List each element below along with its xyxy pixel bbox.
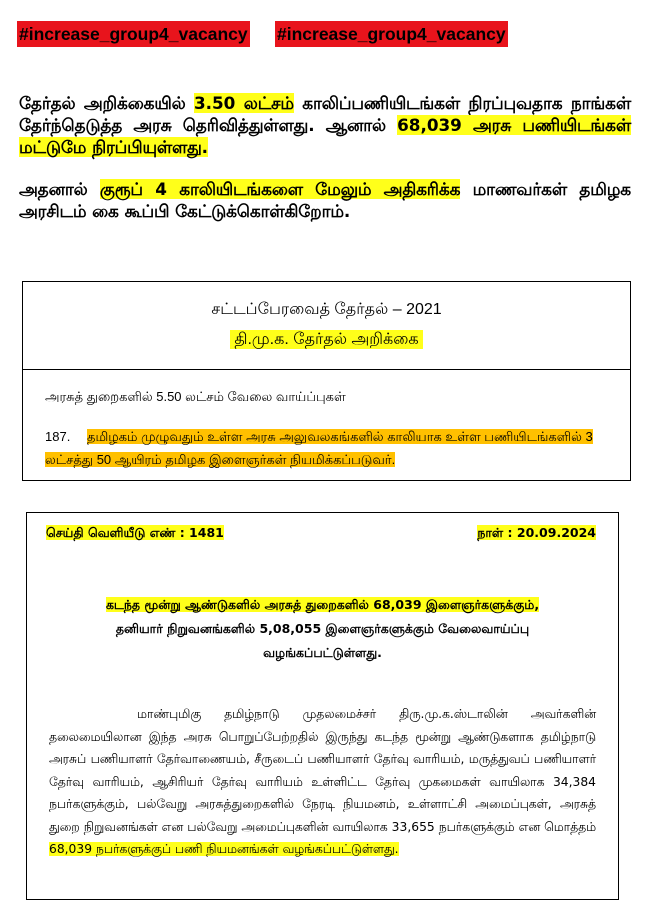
intro-text: மாணவர்கள் தமிழக அரசிடம் கை கூப்பி கேட்டுக்கொள்கிறோம். bbox=[19, 179, 631, 221]
press-release-box bbox=[26, 512, 619, 900]
manifesto-title: சட்டப்பேரவைத் தேர்தல் – 2021 bbox=[211, 301, 442, 318]
intro-text: ஆனால் bbox=[325, 115, 398, 135]
manifesto-divider bbox=[23, 369, 630, 370]
hashtag-1: #increase_group4_vacancy bbox=[17, 21, 250, 47]
intro-text: காலிப்பணியிடங்கள் நிரப்புவதாக நாங்கள் தேர்ந்தெடுத்த அரசு தெரிவித்துள்ளது. bbox=[19, 93, 631, 135]
manifesto-section-heading: அரசுத் துறைகளில் 5.50 லட்சம் வேலை வாய்ப்புகள் bbox=[45, 389, 346, 404]
intro-text: தேர்தல் அறிக்கையில் bbox=[19, 93, 194, 113]
intro-paragraph-2 bbox=[19, 178, 631, 222]
highlight-68039: 68,039 அரசு பணியிடங்கள் மட்டுமே நிரப்பியுள்ளது. bbox=[19, 115, 631, 157]
manifesto-subtitle: தி.மு.க. தேர்தல் அறிக்கை bbox=[23, 330, 630, 350]
highlight-group4: குரூப் 4 காலியிடங்களை மேலும் அதிகரிக்க bbox=[99, 179, 461, 199]
manifesto-box bbox=[22, 281, 631, 481]
manifesto-item-text: தமிழகம் முழுவதும் உள்ள அரசு அலுவலகங்களில் காலியாக உள்ள பணியிடங்களில் 3 லட்சத்து 50 ஆயிரம் தமிழக இளைஞர்கள் நியமிக்கப்படுவர். bbox=[45, 429, 593, 467]
press-release-body: மாண்புமிகு தமிழ்நாடு முதலமைச்சர் திரு.மு.க.ஸ்டாலின் அவர்களின் தலைமையிலான இந்த அரசு பொறுப்பேற்றதில் இருந்து கடந்த மூன்று ஆண்டுகளாக தமிழ்நாடு அரசுப் பணியாளர் தேர்வாணையம், சீருடைப் பணியாளர் தேர்வு வாரியம், மருத்துவப் பணியாளர் தேர்வு வாரியம், ஆசிரியர் தேர்வு வாரியம் உள்ளிட்ட தேர்வு முகமைகள் வாயிலாக 34,384 நபர்களுக்கும், பல்வேறு அரசுத்துறைகளில் நேரடி நியமனம், உள்ளாட்சி அமைப்புகள், அரசுத் துறை நிறுவனங்கள் என பல்வேறு அமைப்புகளின் வாயிலாக 33,655 நபர்களுக்கும் என மொத்தம் 68,039 நபர்களுக்குப் பணி நியமனங்கள் வழங்கப்பட்டுள்ளது. bbox=[49, 707, 596, 856]
manifesto-item-number: 187. bbox=[45, 429, 71, 444]
intro-paragraph-1 bbox=[19, 92, 631, 158]
press-release-headline: கடந்த மூன்று ஆண்டுகளில் அரசுத் துறைகளில் 68,039 இளைஞர்களுக்கும், தனியார் நிறுவனங்களில் 5,08,055 இளைஞர்களுக்கும் வேலைவாய்ப்பு வழங்கப்பட்டுள்ளது. bbox=[105, 597, 540, 660]
hashtag-2: #increase_group4_vacancy bbox=[275, 21, 508, 47]
press-release-number: செய்தி வெளியீடு எண் : 1481 bbox=[46, 525, 224, 540]
highlight-68039-total: 68,039 நபர்களுக்குப் பணி நியமனங்கள் வழங்கப்பட்டுள்ளது. bbox=[49, 842, 399, 856]
intro-text: அதனால் bbox=[19, 179, 100, 199]
manifesto-item-187 bbox=[45, 425, 615, 471]
highlight-3-50-lakh: 3.50 லட்சம் bbox=[193, 93, 294, 113]
press-release-date: நாள் : 20.09.2024 bbox=[477, 525, 596, 540]
